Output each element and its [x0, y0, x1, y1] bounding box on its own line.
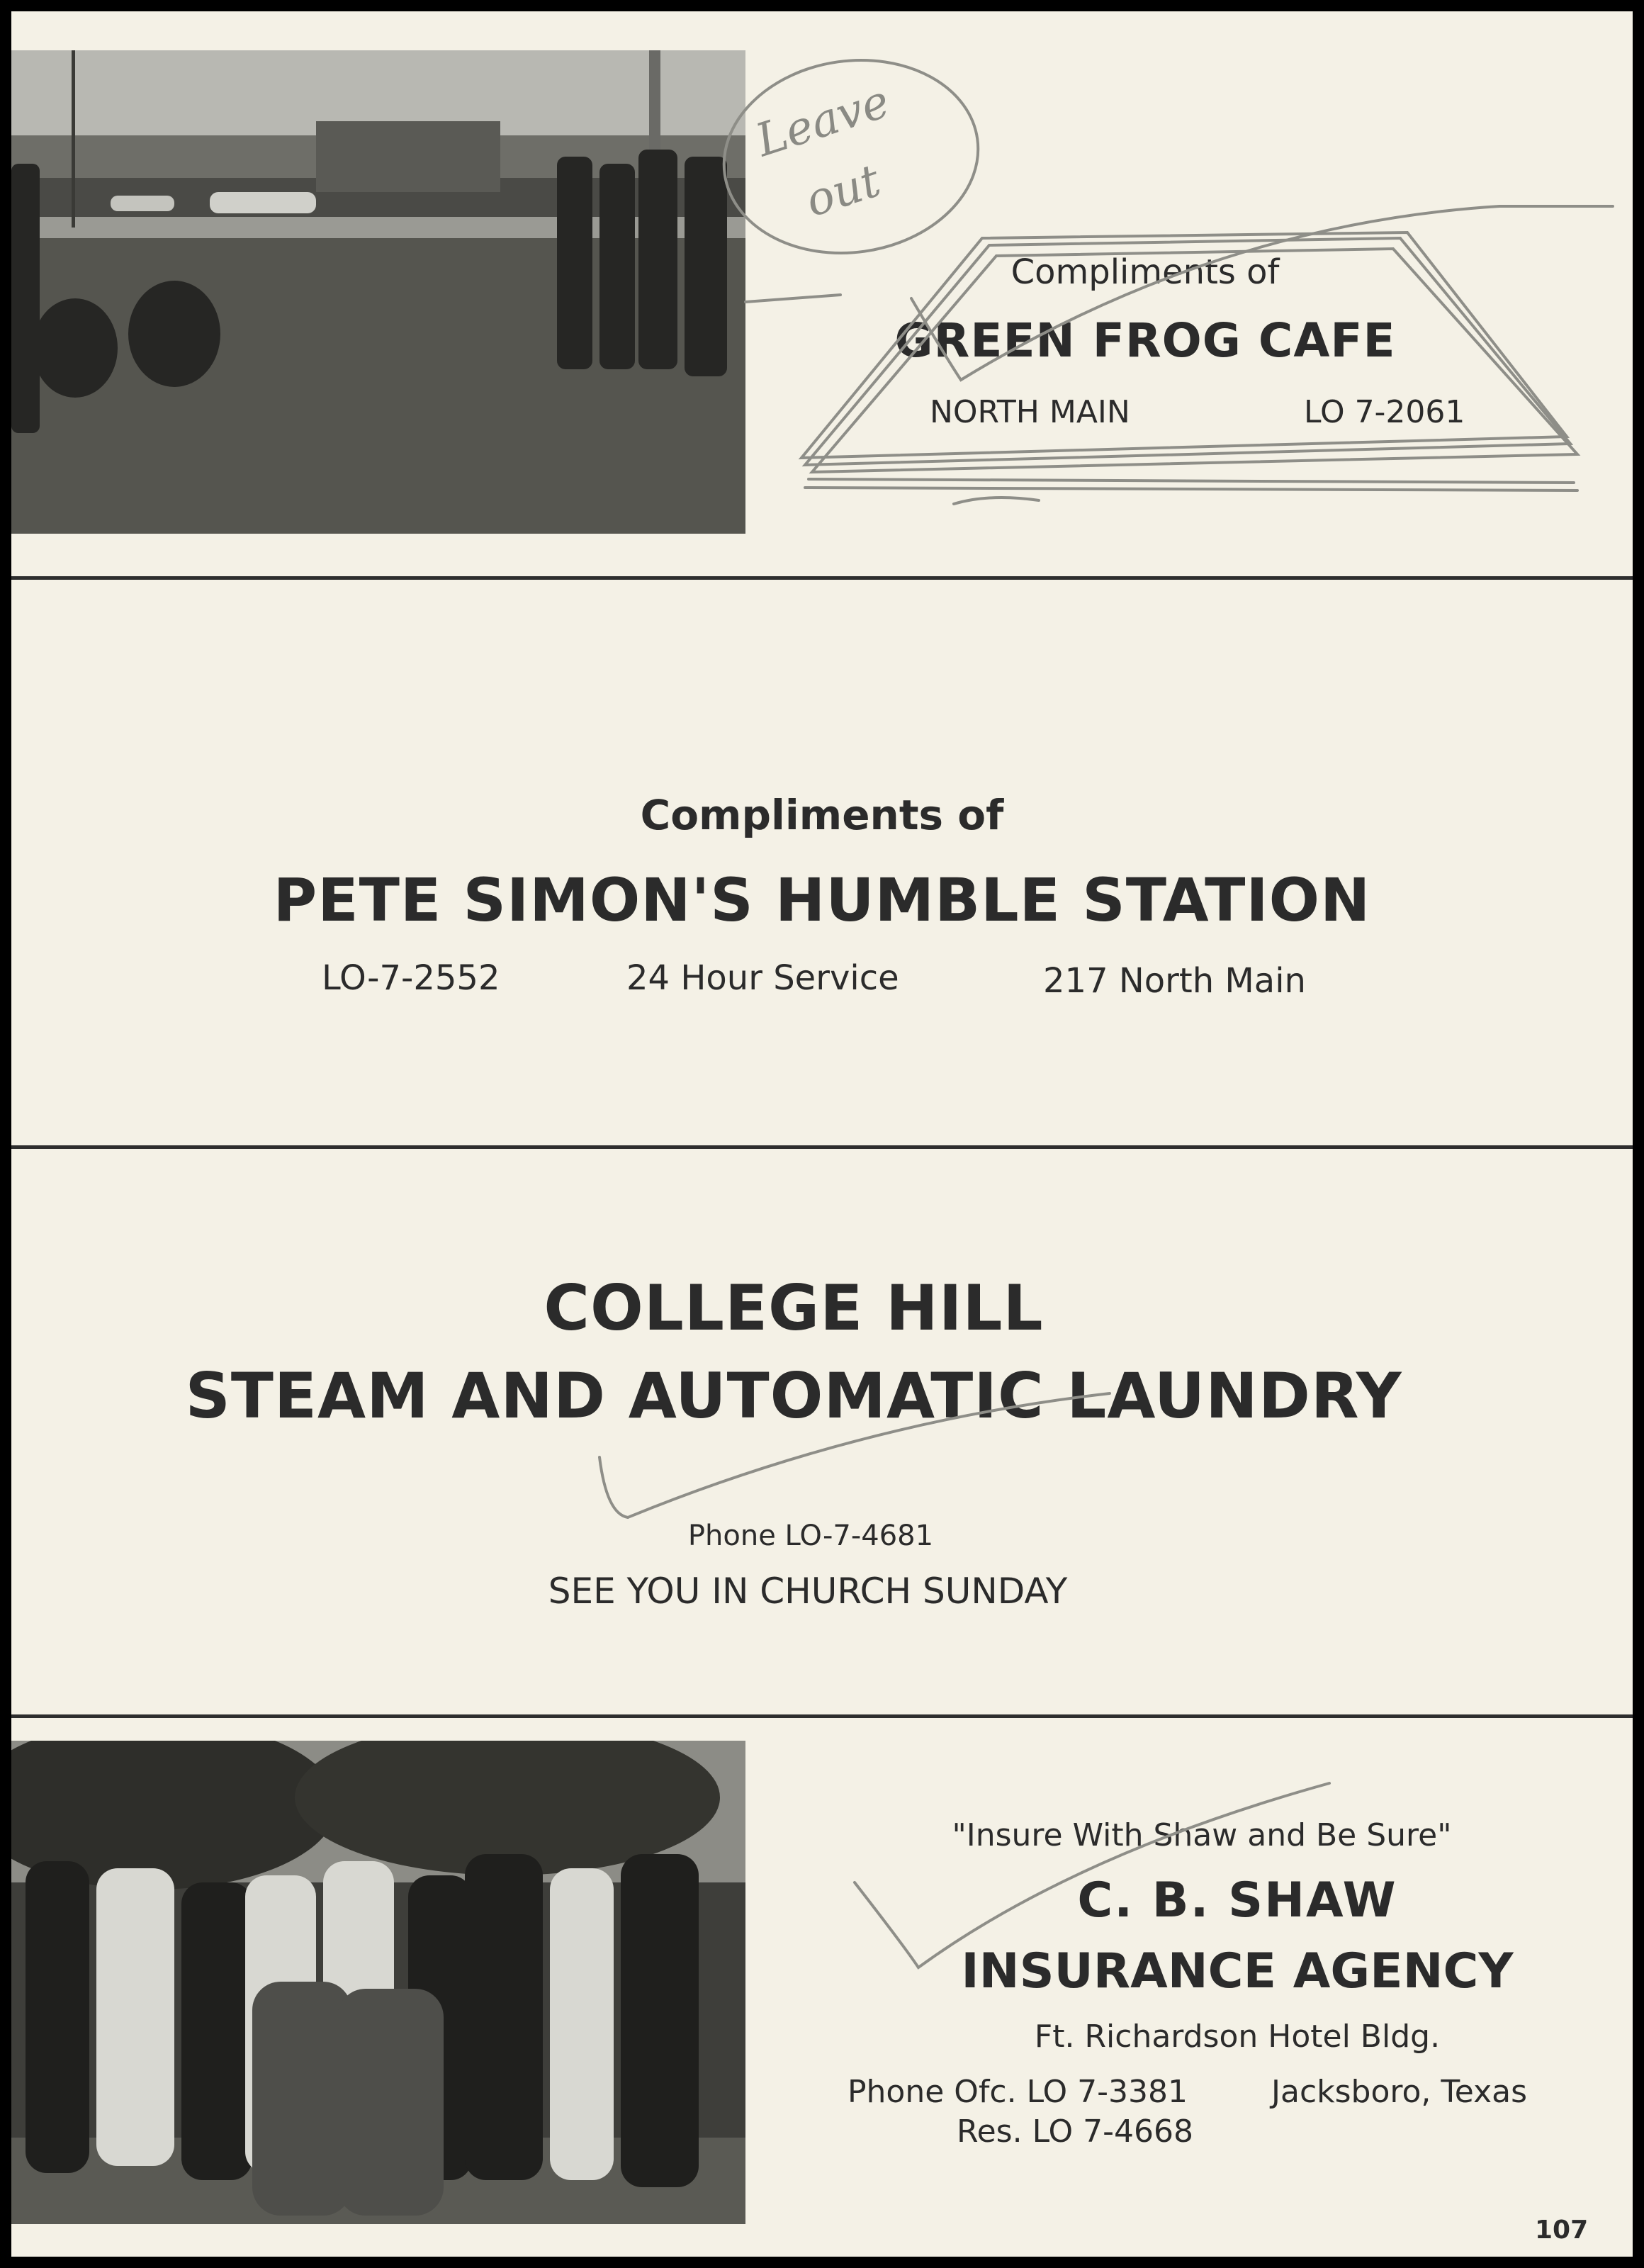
shaw-building: Ft. Richardson Hotel Bldg.	[1034, 2019, 1441, 2055]
laundry-tagline: SEE YOU IN CHURCH SUNDAY	[548, 1571, 1068, 1612]
shaw-name: C. B. SHAW	[1077, 1873, 1397, 1929]
group-photo-students	[11, 1741, 745, 2224]
laundry-name-line2: STEAM AND AUTOMATIC LAUNDRY	[185, 1359, 1402, 1432]
shaw-phone-residence: Res. LO 7-4668	[957, 2113, 1193, 2150]
shaw-slogan: "Insure With Shaw and Be Sure"	[952, 1817, 1452, 1853]
shaw-city: Jacksboro, Texas	[1271, 2074, 1528, 2110]
green-frog-name: GREEN FROG CAFE	[894, 313, 1396, 368]
laundry-phone: Phone LO-7-4681	[687, 1520, 934, 1552]
section-divider	[11, 1714, 1633, 1718]
humble-compliments: Compliments of	[640, 791, 1004, 839]
humble-phone: LO-7-2552	[322, 958, 500, 998]
shaw-phone-office: Phone Ofc. LO 7-3381	[848, 2074, 1188, 2110]
section-divider	[11, 1145, 1633, 1149]
humble-station-name: PETE SIMON'S HUMBLE STATION	[273, 865, 1371, 935]
yearbook-page	[11, 11, 1633, 2257]
outdoor-photo-students-on-lawn	[11, 50, 745, 534]
handwritten-note: out	[799, 155, 887, 228]
handwritten-note: Leave	[750, 75, 896, 168]
humble-service: 24 Hour Service	[626, 958, 899, 998]
laundry-name-line1: COLLEGE HILL	[544, 1271, 1044, 1344]
section-divider	[11, 576, 1633, 580]
page-number: 107	[1535, 2216, 1589, 2245]
green-frog-phone: LO 7-2061	[1304, 394, 1465, 430]
humble-address: 217 North Main	[1043, 961, 1306, 1001]
green-frog-address: NORTH MAIN	[930, 394, 1130, 430]
shaw-agency: INSURANCE AGENCY	[961, 1943, 1514, 1999]
green-frog-compliments: Compliments of	[1010, 252, 1280, 292]
